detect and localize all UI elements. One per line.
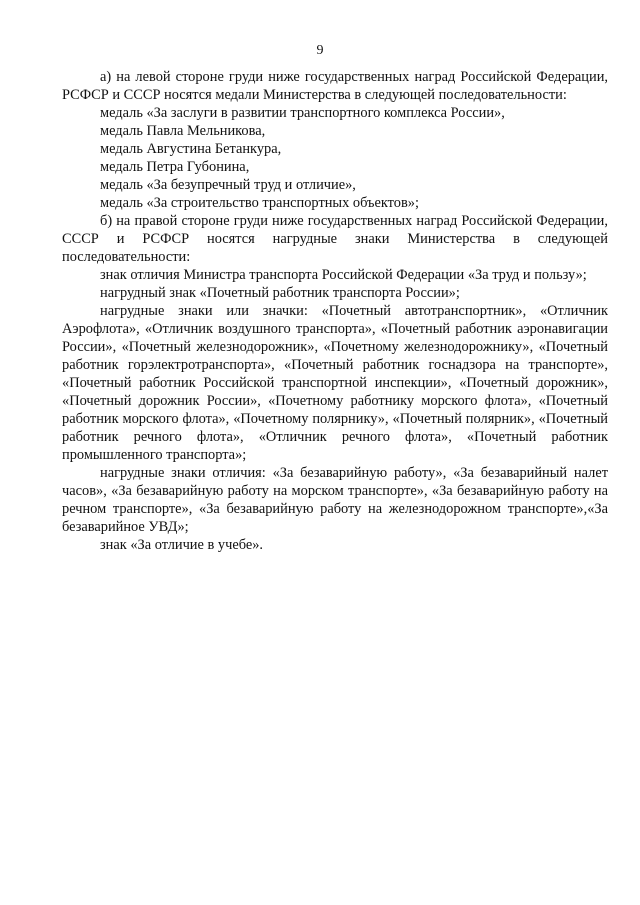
list-item: нагрудные знаки отличия: «За безаварийную работу», «За безаварийный налет часов», «За безаварийную работу на морском транспорте», «За безаварийную работу на речном транспорте», «За безаварийную работу на железнодорожном транспорте»,«За безаварийное УВД»; — [62, 465, 608, 535]
list-item: медаль Августина Бетанкура, — [100, 141, 282, 157]
list-item: медаль Павла Мельникова, — [100, 123, 266, 139]
section-a-intro: а) на левой стороне груди ниже государственных наград Российской Федерации, РСФСР и СССР носятся медали Министерства в следующей последовательности: — [62, 69, 608, 103]
list-item: медаль «За заслуги в развитии транспортного комплекса России», — [100, 105, 505, 121]
list-item: медаль «За безупречный труд и отличие», — [100, 177, 356, 193]
document-body — [62, 68, 608, 554]
page-number: 9 — [316, 43, 324, 58]
list-item: знак отличия Министра транспорта Российской Федерации «За труд и пользу»; — [100, 267, 587, 283]
list-item: знак «За отличие в учебе». — [100, 537, 264, 553]
section-b-intro: б) на правой стороне груди ниже государственных наград Российской Федерации, СССР и РСФСР носятся нагрудные знаки Министерства в следующей последовательности: — [62, 213, 608, 265]
list-item: нагрудные знаки или значки: «Почетный автотранспортник», «Отличник Аэрофлота», «Отличник воздушного транспорта», «Почетный работник аэронавигации России», «Почетный железнодорожник», «Почетному железнодорожнику», «Почетный работник горэлектротранспорта», «Почетный работник госнадзора на транспорте», «Почетный работник Российской транспортной инспекции», «Почетный дорожник», «Почетный дорожник России», «Почетному работнику морского флота», «Почетный работник морского флота», «Почетному полярнику», «Почетный полярник», «Почетный работник речного флота», «Отличник речного флота», «Почетный работник промышленного транспорта»; — [62, 303, 608, 463]
list-item: медаль Петра Губонина, — [100, 159, 250, 175]
list-item: нагрудный знак «Почетный работник транспорта России»; — [100, 285, 460, 301]
list-item: медаль «За строительство транспортных объектов»; — [100, 195, 419, 211]
